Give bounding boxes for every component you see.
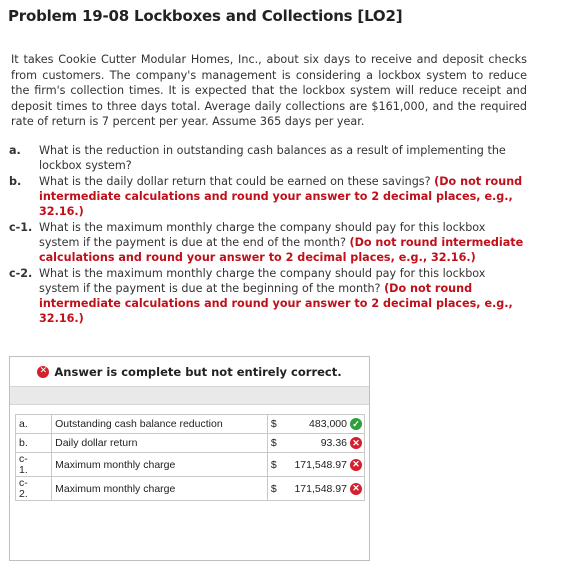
- question-label: a.: [9, 144, 21, 157]
- question-label: c-1.: [9, 221, 33, 234]
- answer-status-text: Answer is complete but not entirely correct.: [54, 364, 342, 379]
- row-description: Daily dollar return: [52, 434, 268, 453]
- currency-symbol: $: [270, 418, 277, 430]
- question-a: [9, 143, 529, 173]
- table-row: [16, 434, 365, 453]
- table-row: [16, 453, 365, 477]
- question-c1: [9, 220, 529, 265]
- question-instruction: (Do not round intermediate calculations and round your answer to 2 decimal places, e.g., 32.16.): [39, 236, 524, 264]
- question-text: What is the maximum monthly charge the company should pay for this lockbox system if the payment is due at the end of the month?: [39, 221, 486, 249]
- answer-status: [10, 357, 369, 386]
- row-description: Outstanding cash balance reduction: [52, 415, 268, 434]
- answer-cell[interactable]: [267, 477, 364, 501]
- row-label: c- 1.: [16, 453, 52, 477]
- question-text: What is the reduction in outstanding cash balances as a result of implementing the lockbox system?: [39, 144, 506, 172]
- answer-panel: [9, 356, 370, 561]
- answer-table: [15, 404, 365, 501]
- row-label: a.: [16, 415, 52, 434]
- answer-cell[interactable]: [267, 434, 364, 453]
- question-instruction: (Do not round intermediate calculations and round your answer to 2 decimal places, e.g., 32.16.): [39, 175, 523, 218]
- question-label: b.: [9, 175, 22, 188]
- currency-symbol: $: [270, 437, 277, 449]
- x-circle-icon: ✕: [350, 437, 362, 449]
- question-b: [9, 174, 529, 219]
- problem-title: Problem 19-08 Lockboxes and Collections [LO2]: [8, 7, 403, 25]
- row-description: Maximum monthly charge: [52, 453, 268, 477]
- question-label: c-2.: [9, 267, 33, 280]
- question-c2: [9, 266, 529, 326]
- row-label: c- 2.: [16, 477, 52, 501]
- currency-symbol: $: [270, 458, 277, 471]
- problem-intro: It takes Cookie Cutter Modular Homes, Inc., about six days to receive and deposit checks from customers. The company's management is considering a lockbox system to reduce the firm's collection times. It is expected that the lockbox system will reduce receipt and deposit times to three days total. Average daily collections are $161,000, and the required rate of return is 7 percent per year. Assume 365 days per year.: [11, 53, 527, 128]
- table-row: [16, 477, 365, 501]
- x-circle-icon: ✕: [350, 483, 362, 495]
- currency-symbol: $: [270, 482, 277, 495]
- row-description: Maximum monthly charge: [52, 477, 268, 501]
- check-circle-icon: ✓: [350, 418, 362, 430]
- row-label: b.: [16, 434, 52, 453]
- answer-value[interactable]: 483,000: [309, 418, 347, 430]
- question-list: [9, 143, 529, 327]
- question-instruction: (Do not round intermediate calculations and round your answer to 2 decimal places, e.g., 32.16.): [39, 282, 513, 325]
- answer-value[interactable]: 171,548.97: [294, 482, 347, 495]
- x-circle-icon: ✕: [350, 459, 362, 471]
- table-row: [16, 415, 365, 434]
- question-text: What is the maximum monthly charge the company should pay for this lockbox system if the payment is due at the beginning of the month?: [39, 267, 486, 295]
- x-circle-icon: ✕: [37, 366, 49, 378]
- answer-value[interactable]: 171,548.97: [294, 458, 347, 471]
- answer-cell[interactable]: [267, 453, 364, 477]
- question-text: What is the daily dollar return that could be earned on these savings?: [39, 175, 431, 188]
- answer-value[interactable]: 93.36: [320, 437, 347, 449]
- panel-divider: [10, 386, 369, 405]
- answer-cell[interactable]: [267, 415, 364, 434]
